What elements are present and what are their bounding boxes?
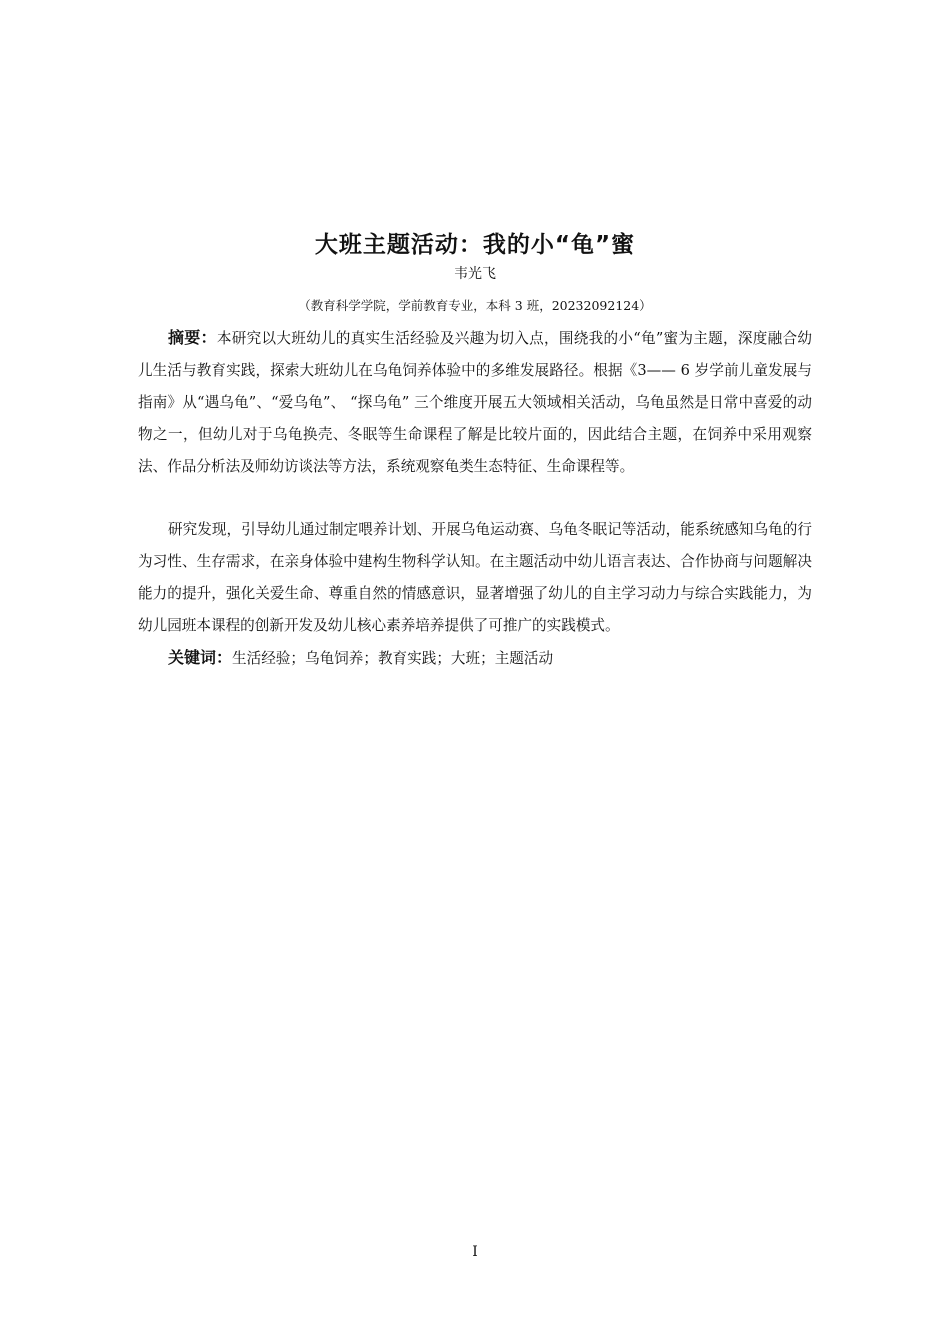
- keywords-line: [138, 642, 812, 675]
- keywords-text: 生活经验；乌龟饲养；教育实践；大班；主题活动: [232, 650, 554, 667]
- paper-title: 大班主题活动：我的小“龟”蜜: [314, 232, 636, 258]
- page-number: I: [472, 1244, 478, 1260]
- abstract-section: [138, 322, 812, 483]
- abstract-paragraph-2: 研究发现，引导幼儿通过制定喂养计划、开展乌龟运动赛、乌龟冬眠记等活动，能系统感知乌龟的行为习性、生存需求，在亲身体验中建构生物科学认知。在主题活动中幼儿语言表达、合作协商与问题解决能力的提升，强化关爱生命、尊重自然的情感意识，显著增强了幼儿的自主学习动力与综合实践能力，为幼儿园班本课程的创新开发及幼儿核心素养培养提供了可推广的实践模式。: [138, 521, 812, 634]
- keywords-label: 关键词：: [168, 648, 233, 667]
- keywords-section: [138, 642, 812, 675]
- abstract-text: 本研究以大班幼儿的真实生活经验及兴趣为切入点，围绕我的小“龟”蜜为主题，深度融合幼儿生活与教育实践，探索大班幼儿在乌龟饲养体验中的多维发展路径。根据《3—— 6 岁学前儿童发展与指南》从“遇乌龟”、“爱乌龟”、 “探乌龟” 三个维度开展五大领域相关活动，乌龟虽然是日常中喜爱的动物之一，但幼儿对于乌龟换壳、冬眠等生命课程了解是比较片面的，因此结合主题，在饲养中采用观察法、作品分析法及师幼访谈法等方法，系统观察龟类生态特征、生命课程等。: [138, 330, 812, 475]
- author-name: 韦光飞: [454, 266, 496, 282]
- abstract-label: 摘要：: [168, 328, 217, 347]
- abstract-paragraph-2-block: [138, 514, 812, 642]
- author-affiliation: （教育科学学院，学前教育专业，本科 3 班，20232092124）: [298, 298, 652, 313]
- abstract-paragraph-1: [138, 322, 812, 483]
